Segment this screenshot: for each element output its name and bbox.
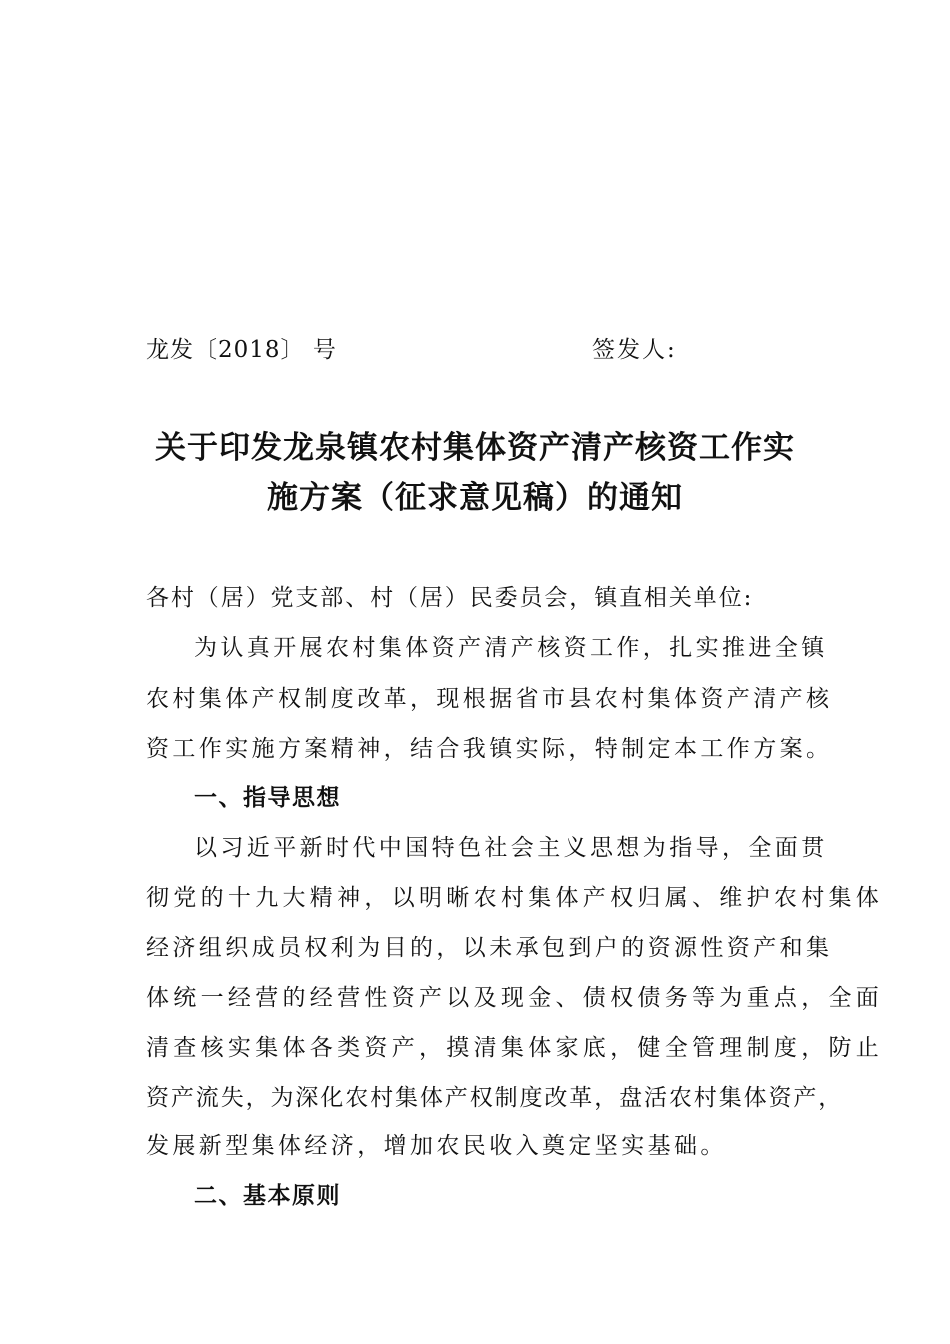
intro-line-3: 资工作实施方案精神，结合我镇实际，特制定本工作方案。 xyxy=(146,736,833,762)
section-1-line-2: 彻党的十九大精神，以明晰农村集体产权归属、维护农村集体 xyxy=(146,885,884,911)
addressee: 各村（居）党支部、村（居）民委员会，镇直相关单位: xyxy=(146,585,754,611)
document-number: 龙发〔2018〕 号 xyxy=(146,337,337,363)
section-1-line-5: 清查核实集体各类资产，摸清集体家底，健全管理制度，防止 xyxy=(146,1035,884,1061)
signer-label: 签发人: xyxy=(592,337,677,363)
intro-line-2: 农村集体产权制度改革，现根据省市县农村集体资产清产核 xyxy=(146,686,833,712)
intro-line-1: 为认真开展农村集体资产清产核资工作，扎实推进全镇 xyxy=(194,635,828,661)
section-1-line-6: 资产流失，为深化农村集体产权制度改革，盘活农村集体资产， xyxy=(146,1085,844,1111)
section-2-heading: 二、基本原则 xyxy=(194,1183,341,1209)
section-1-line-3: 经济组织成员权利为目的，以未承包到户的资源性资产和集 xyxy=(146,935,833,961)
section-1-heading: 一、指导思想 xyxy=(194,785,341,811)
document-title-line-1: 关于印发龙泉镇农村集体资产清产核资工作实 xyxy=(155,430,795,466)
section-1-line-7: 发展新型集体经济，增加农民收入奠定坚实基础。 xyxy=(146,1133,727,1159)
section-1-line-4: 体统一经营的经营性资产以及现金、债权债务等为重点，全面 xyxy=(146,985,884,1011)
section-1-line-1: 以习近平新时代中国特色社会主义思想为指导，全面贯 xyxy=(194,835,828,861)
document-title-line-2: 施方案（征求意见稿）的通知 xyxy=(267,480,683,516)
